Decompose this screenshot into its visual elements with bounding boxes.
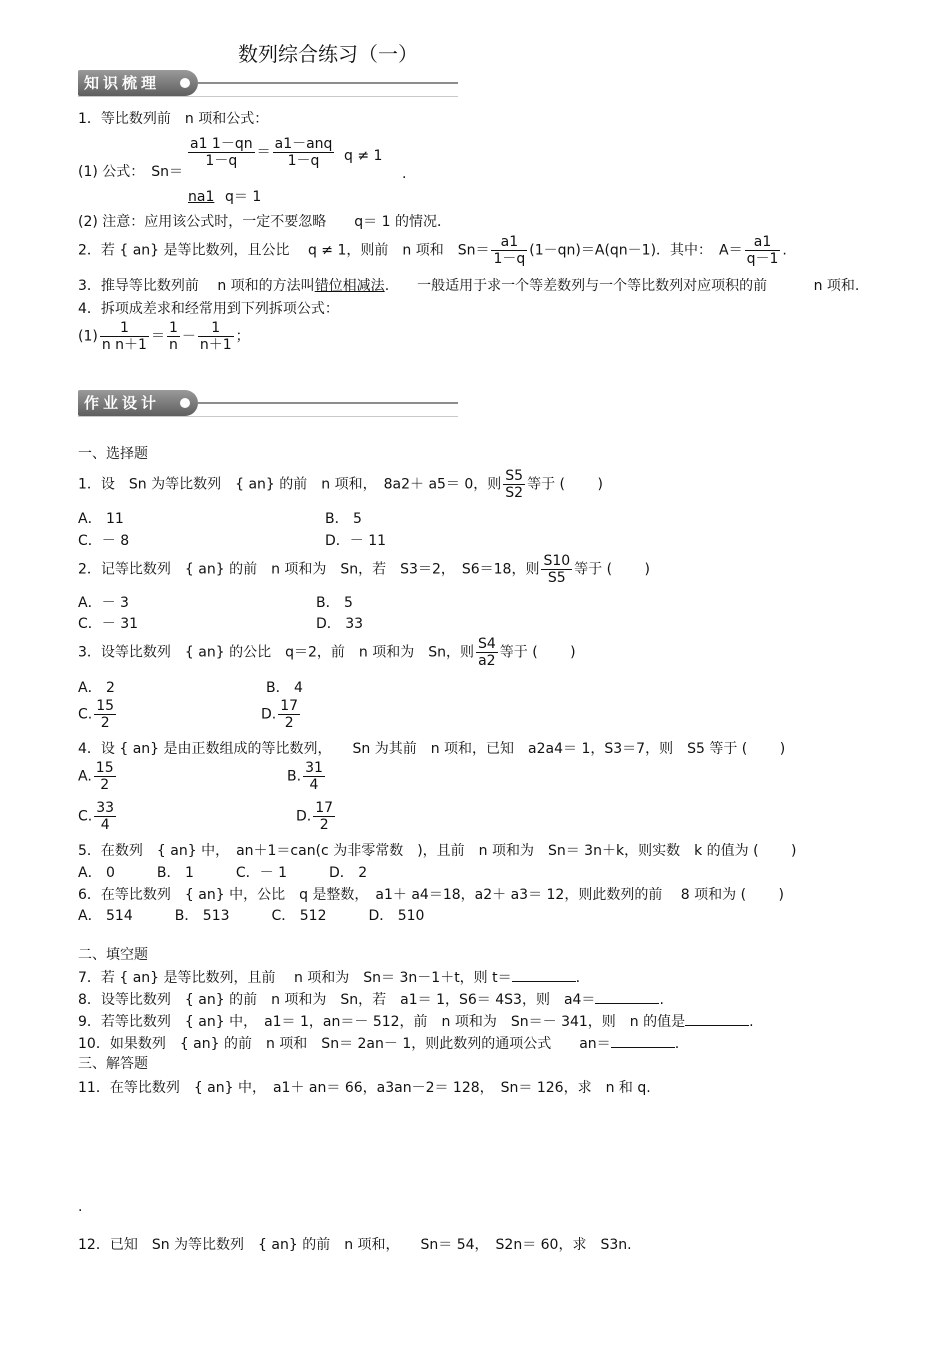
banner-rule: [198, 402, 458, 404]
knowledge-item-5: 4．拆项成差求和经常用到下列拆项公式：: [78, 301, 339, 317]
q2-option-b: B． 5: [316, 595, 353, 611]
q2-option-a: A．－ 3: [78, 595, 129, 611]
q3-option-b: B． 4: [266, 680, 303, 696]
section-banner-homework-label: 作业设计: [78, 390, 198, 416]
question-9: 9．若等比数列 { an} 中， a1＝ 1，an＝－ 512，前 n 项和为 Sn＝－ 341，则 n 的值是 .: [78, 1014, 754, 1030]
q3-option-c: C. $\frac{15}{2}$: [78, 698, 115, 731]
answer-blank[interactable]: [512, 969, 576, 982]
sum-fraction-1: $\frac{a1 1-qn}{1-q}$: [190, 136, 253, 169]
section-banner-homework: [78, 390, 458, 417]
question-8: 8．设等比数列 { an} 的前 n 项和为 Sn，若 a1＝ 1，S6＝ 4S3，则 a4＝ .: [78, 992, 664, 1008]
k3-A-fraction: $\frac{a1}{q-1}$: [746, 234, 779, 267]
q3-option-a: A． 2: [78, 680, 115, 696]
sum-fraction-2: $\frac{\text{a1－anq}}{1-q}$: [274, 136, 333, 169]
question-4: 4．设 { an} 是由正数组成的等比数列， Sn 为其前 n 项和，已知 a2a4＝ 1，S3＝7，则 S5 等于 ( ): [78, 741, 786, 757]
q4-option-c: C. $\frac{33}{4}$: [78, 800, 115, 833]
answer-blank[interactable]: [611, 1035, 675, 1048]
q1-option-a: A． 11: [78, 511, 124, 527]
q1-fraction: $\frac{S5}{S2}$: [505, 468, 524, 501]
q4-option-b: B. $\frac{31}{4}$: [287, 760, 323, 793]
split-fraction-1: $\frac{1}{\text{n n＋1}}$: [101, 320, 147, 353]
q6-options: A． 514 B． 513 C． 512 D． 510: [78, 908, 425, 924]
question-1: 1．设 Sn 为等比数列 { an} 的前 n 项和， 8a2＋ a5＝ 0，则 $\frac{S5}{S2}$ 等于 ( ): [78, 468, 603, 501]
page-title: 数列综合练习（一）: [238, 42, 418, 66]
knowledge-item-4: 3．推导等比数列前 n 项和的方法叫错位相减法. 一般适用于求一个等差数列与一个等比数列对应项积的前 n 项和.: [78, 278, 860, 294]
answer-blank[interactable]: [685, 1013, 749, 1026]
question-5: 5．在数列 { an} 中， an＋1＝can(c 为非零常数 )，且前 n 项和为 Sn＝ 3n＋k，则实数 k 的值为 ( ): [78, 843, 797, 859]
knowledge-item-1: 1．等比数列前 n 项和公式：: [78, 111, 269, 127]
q4-c-fraction: $\frac{33}{4}$: [96, 800, 115, 833]
question-6: 6．在等比数列 { an} 中，公比 q 是整数， a1＋ a4＝18，a2＋ a3＝ 12，则此数列的前 8 项和为 ( ): [78, 887, 784, 903]
q4-option-a: A. $\frac{15}{2}$: [78, 760, 114, 793]
condition-q-not-1: q ≠ 1: [344, 148, 383, 164]
q3-fraction: $\frac{S4}{a2}$: [477, 636, 496, 669]
q2-option-d: D． 33: [316, 616, 364, 632]
question-7: 7．若 { an} 是等比数列，且前 n 项和为 Sn＝ 3n－1＋t，则 t＝ .: [78, 970, 581, 986]
q4-b-fraction: $\frac{31}{4}$: [305, 760, 323, 793]
q3-d-fraction: $\frac{17}{2}$: [280, 698, 299, 731]
q2-fraction: $\frac{S10}{S5}$: [543, 553, 571, 586]
method-name: 错位相减法: [314, 278, 385, 294]
q5-options: A． 0 B． 1 C．－ 1 D． 2: [78, 865, 368, 881]
condition-q-eq-1: q＝ 1: [225, 189, 262, 205]
section-banner-knowledge-label: 知识梳理: [78, 70, 198, 96]
q1-option-c: C．－ 8: [78, 533, 130, 549]
bullet-icon: [180, 398, 190, 408]
q4-d-fraction: $\frac{17}{2}$: [315, 800, 334, 833]
bullet-icon: [180, 78, 190, 88]
q1-option-b: B． 5: [325, 511, 362, 527]
knowledge-item-2: (2) 注意：应用该公式时，一定不要忽略 q＝ 1 的情况．: [78, 214, 451, 230]
split-fraction-3: $\frac{1}{n+1}$: [199, 320, 232, 353]
q1-option-d: D．－ 11: [325, 533, 387, 549]
k3-fraction: $\frac{a1}{1-q}$: [493, 234, 526, 267]
q3-option-d: D. $\frac{17}{2}$: [261, 698, 299, 731]
question-12: 12．已知 Sn 为等比数列 { an} 的前 n 项和， Sn＝ 54， S2n＝ 60，求 S3n.: [78, 1237, 632, 1253]
formula-label: (1) 公式： Sn＝: [78, 164, 184, 180]
stray-dot: .: [78, 1199, 83, 1215]
part-heading-choice: 一、选择题: [78, 446, 148, 462]
sum-formula: $\frac{a1 1-qn}{1-q}$ ＝ $\frac{\text{a1－anq}}{1-q}$: [190, 136, 333, 169]
part-heading-solve: 三、解答题: [78, 1056, 148, 1072]
q2-option-c: C．－ 31: [78, 616, 139, 632]
question-2: 2．记等比数列 { an} 的前 n 项和为 Sn，若 S3＝2， S6＝18，则 $\frac{S10}{S5}$ 等于 ( ): [78, 553, 650, 586]
split-fraction-2: $\frac{1}{n}$: [168, 320, 178, 353]
q4-option-d: D. $\frac{17}{2}$: [296, 800, 334, 833]
knowledge-item-3: 2．若 { an} 是等比数列，且公比 q ≠ 1，则前 n 项和 Sn＝ $\frac{a1}{1-q}$ (1－qn)＝A(qn－1)．其中： A＝ $\frac{a1}{q-1}$ .: [78, 234, 787, 267]
na1-term: na1: [188, 189, 215, 205]
answer-blank[interactable]: [595, 991, 659, 1004]
question-3: 3．设等比数列 { an} 的公比 q＝2，前 n 项和为 Sn，则 $\frac{S4}{a2}$ 等于 ( ): [78, 636, 576, 669]
split-formula: (1) $\frac{1}{\text{n n＋1}}$ ＝ $\frac{1}{n}$ － $\frac{1}{n+1}$ ；: [78, 320, 250, 353]
question-11: 11．在等比数列 { an} 中， a1＋ an＝ 66，a3an－2＝ 128， Sn＝ 126，求 n 和 q.: [78, 1080, 651, 1096]
part-heading-fill: 二、填空题: [78, 947, 148, 963]
q4-a-fraction: $\frac{15}{2}$: [95, 760, 114, 793]
q3-c-fraction: $\frac{15}{2}$: [96, 698, 115, 731]
banner-rule: [198, 82, 458, 84]
section-banner-knowledge: [78, 70, 458, 97]
question-10: 10．如果数列 { an} 的前 n 项和 Sn＝ 2an－ 1，则此数列的通项公式 an＝ .: [78, 1036, 680, 1052]
period: .: [402, 166, 407, 182]
